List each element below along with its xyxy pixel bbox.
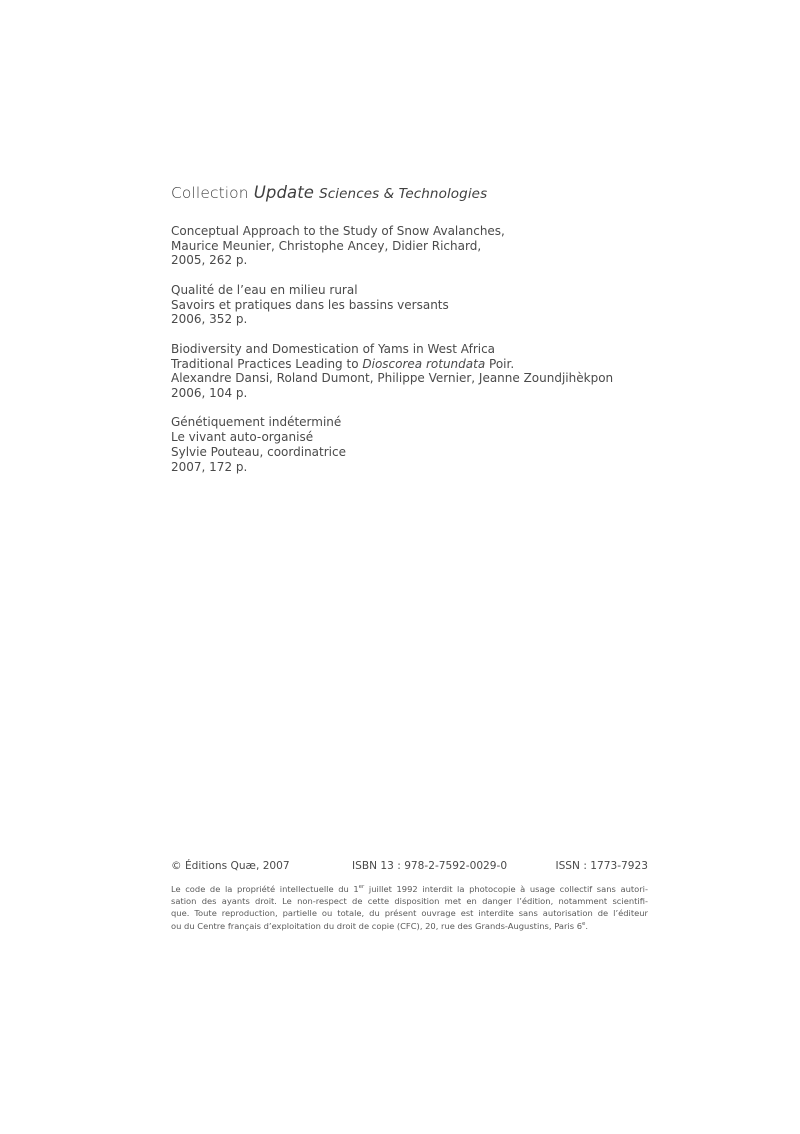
book-subtitle-species: Dioscorea rotundata <box>362 356 486 371</box>
legal-notice-text: . <box>585 920 589 931</box>
issn-text: ISSN : 1773-7923 <box>555 860 648 872</box>
collection-header <box>171 183 487 202</box>
book-subtitle-start: Traditional Practices Leading to <box>171 356 359 371</box>
book-year-pages: 2006, 352 p. <box>171 312 248 327</box>
book-subtitle <box>171 357 691 372</box>
legal-notice-line: que. Toute reproduction, partielle ou totale, du présent ouvrage est interdite sans autorisation de l’éditeur <box>171 908 648 919</box>
book-year-pages: 2006, 104 p. <box>171 385 248 400</box>
book-year-pages: 2007, 172 p. <box>171 459 248 474</box>
book-title: Génétiquement indéterminé <box>171 415 342 430</box>
book-year-pages: 2005, 262 p. <box>171 253 248 268</box>
series-name: Update <box>253 183 315 202</box>
isbn-text: ISBN 13 : 978-2-7592-0029-0 <box>352 860 508 872</box>
legal-notice-line <box>171 883 648 895</box>
legal-notice-text: ou du Centre français d’exploitation du droit de copie (CFC), 20, rue des Grands-Augustins, Paris 6 <box>171 920 583 931</box>
legal-notice-text: juillet 1992 interdit la photocopie à usage collectif sans autori- <box>364 884 648 894</box>
book-title: Conceptual Approach to the Study of Snow Avalanches, <box>171 224 505 238</box>
book-authors: Maurice Meunier, Christophe Ancey, Didier Richard, <box>171 238 482 253</box>
book-title: Qualité de l’eau en milieu rural <box>171 282 358 297</box>
book-subtitle: Savoirs et pratiques dans les bassins versants <box>171 297 449 312</box>
book-entry-qualite-eau <box>171 283 691 327</box>
book-subtitle-end: Poir. <box>489 356 515 371</box>
book-authors: Alexandre Dansi, Roland Dumont, Philippe Vernier, Jeanne Zoundjihèkpon <box>171 371 614 386</box>
book-entry-yams <box>171 342 691 401</box>
book-list <box>171 224 691 489</box>
legal-notice-line: sation des ayants droit. Le non-respect de cette disposition met en danger l’édition, notamment scientifi- <box>171 896 648 907</box>
copyright-text: © Éditions Quæ, 2007 <box>171 860 290 872</box>
book-authors: Sylvie Pouteau, coordinatrice <box>171 444 346 459</box>
ordinal-superscript: er <box>358 884 365 891</box>
legal-notice-line <box>171 920 648 932</box>
legal-notice-text: Le code de la propriété intellectuelle du 1 <box>171 884 359 894</box>
publication-info-row <box>171 860 648 875</box>
book-entry-snow-avalanches <box>171 224 691 268</box>
collection-prefix: Collection <box>171 184 249 202</box>
series-subtitle: Sciences & Technologies <box>319 186 488 202</box>
legal-notice <box>171 883 648 932</box>
ordinal-superscript: e <box>582 920 586 927</box>
book-subtitle: Le vivant auto-organisé <box>171 430 314 445</box>
book-entry-genetiquement <box>171 415 691 474</box>
book-title: Biodiversity and Domestication of Yams in West Africa <box>171 341 496 356</box>
